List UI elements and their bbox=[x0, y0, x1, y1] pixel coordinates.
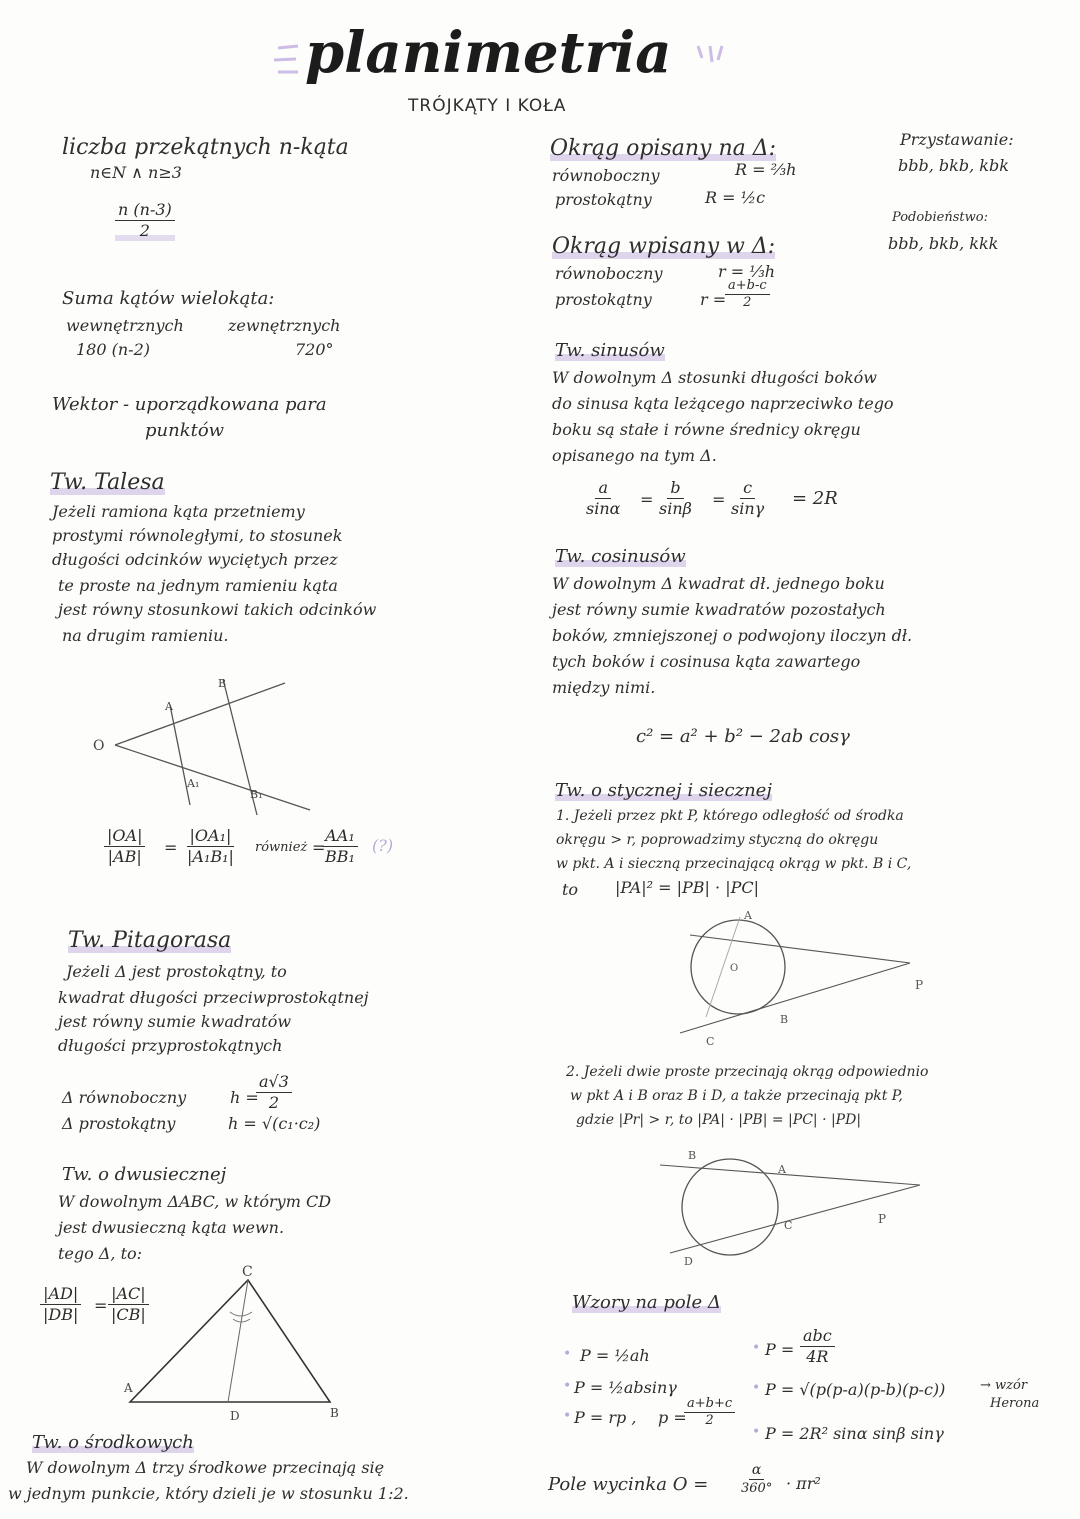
pitagoras-heading: Tw. Pitagorasa bbox=[68, 928, 232, 953]
sines-f2-den: sinβ bbox=[659, 499, 692, 518]
tales-f1-den: |AB| bbox=[107, 847, 142, 866]
diagonals-formula bbox=[115, 200, 175, 241]
sines-heading: Tw. sinusów bbox=[555, 340, 665, 361]
medians-line: W dowolnym Δ trzy środkowe przecinają się bbox=[26, 1458, 385, 1477]
bullet-icon: • bbox=[752, 1380, 761, 1396]
tangent-heading: Tw. o stycznej i siecznej bbox=[555, 780, 772, 801]
sector-den: 360° bbox=[741, 1481, 773, 1496]
sines-fraction-b bbox=[656, 478, 695, 519]
bisector-line: tego Δ, to: bbox=[58, 1244, 143, 1263]
tangent-to: to bbox=[562, 880, 579, 899]
bullet-icon: • bbox=[563, 1378, 572, 1394]
tales-f2-den: |A₁B₁| bbox=[187, 847, 234, 866]
area-formula-5-note2: Herona bbox=[990, 1396, 1040, 1411]
bisector-label-d: D bbox=[230, 1409, 240, 1423]
inscribed-right: prostokątny bbox=[555, 290, 652, 309]
tales-line: na drugim ramieniu. bbox=[62, 626, 229, 645]
secants-label-d: D bbox=[684, 1255, 693, 1268]
area-formula-5-note1: → wzór bbox=[980, 1378, 1028, 1393]
tangent-case2-line: gdzie |Pr| > r, to |PA| · |PB| = |PC| · |PD| bbox=[576, 1112, 862, 1128]
sines-line: boku są stałe i równe średnicy okręgu bbox=[552, 420, 861, 439]
secants-label-a: A bbox=[778, 1163, 786, 1176]
sines-f1-den: sinα bbox=[586, 499, 621, 518]
diagonals-den: 2 bbox=[139, 221, 150, 240]
inscribed-equilateral: równoboczny bbox=[555, 264, 663, 283]
pitagoras-eq-label: Δ równoboczny bbox=[62, 1088, 187, 1107]
area-f4-den: 4R bbox=[806, 1347, 829, 1366]
bullet-icon: • bbox=[752, 1424, 761, 1440]
tales-question: (?) bbox=[372, 836, 394, 855]
circumscribed-right: prostokątny bbox=[555, 190, 652, 209]
tangent-formula: |PA|² = |PB| · |PC| bbox=[615, 878, 759, 897]
bisector-label-a: A bbox=[124, 1381, 133, 1395]
area-f4-num: abc bbox=[800, 1326, 835, 1347]
medians-heading: Tw. o środkowych bbox=[32, 1432, 194, 1453]
congruence-label: Przystawanie: bbox=[900, 130, 1014, 149]
area-formula-6: P = 2R² sinα sinβ sinγ bbox=[765, 1424, 944, 1443]
tales-label-a: A bbox=[165, 700, 173, 713]
inscribed-right-num: a+b-c bbox=[725, 278, 770, 295]
secants-label-c: C bbox=[784, 1219, 793, 1232]
bullet-icon: • bbox=[752, 1340, 761, 1356]
sines-line: do sinusa kąta leżącego naprzeciwko tego bbox=[552, 394, 894, 413]
pitagoras-line: długości przyprostokątnych bbox=[58, 1036, 283, 1055]
bisector-f2-num: |AC| bbox=[108, 1284, 149, 1305]
vector-line2: punktów bbox=[145, 420, 225, 441]
pitagoras-line: Jeżeli Δ jest prostokątny, to bbox=[66, 962, 287, 981]
sines-result: = 2R bbox=[792, 488, 838, 509]
sines-equals: = bbox=[640, 490, 654, 509]
sines-line: W dowolnym Δ stosunki długości boków bbox=[552, 368, 877, 387]
cosines-line: jest równy sumie kwadratów pozostałych bbox=[552, 600, 886, 619]
bisector-diagram bbox=[120, 1262, 360, 1432]
inscribed-eq-formula: r = ⅓h bbox=[718, 262, 776, 281]
page-title: planimetria bbox=[305, 20, 672, 86]
angle-sum-heading: Suma kątów wielokąta: bbox=[62, 288, 275, 309]
cosines-line: boków, zmniejszonej o podwojony iloczyn dł. bbox=[552, 626, 913, 645]
tales-fraction-2 bbox=[184, 826, 237, 867]
tales-line: jest równy stosunkowi takich odcinków bbox=[58, 600, 377, 619]
page-subtitle: TRÓJKĄTY I KOŁA bbox=[408, 96, 567, 116]
bisector-label-c: C bbox=[242, 1264, 253, 1280]
secants-label-p: P bbox=[878, 1212, 887, 1226]
sines-fraction-a bbox=[583, 478, 623, 519]
pitagoras-line: jest równy sumie kwadratów bbox=[58, 1012, 292, 1031]
tangent-label-c: C bbox=[706, 1035, 715, 1048]
tales-line: prostymi równoległymi, to stosunek bbox=[52, 526, 343, 545]
tales-line: długości odcinków wyciętych przez bbox=[52, 550, 338, 569]
bisector-line: jest dwusieczną kąta wewn. bbox=[58, 1218, 285, 1237]
circumscribed-heading: Okrąg opisany na Δ: bbox=[550, 136, 777, 161]
tales-label-o: O bbox=[93, 738, 105, 754]
diagonals-heading: liczba przekątnych n-kąta bbox=[62, 135, 349, 160]
tales-also: również bbox=[255, 840, 308, 855]
sines-line: opisanego na tym Δ. bbox=[552, 446, 717, 465]
tales-fraction-1 bbox=[104, 826, 145, 867]
title-decoration-right bbox=[690, 40, 740, 80]
area-formula-4-fraction bbox=[800, 1326, 835, 1367]
congruence-value: bbb, bkb, kbk bbox=[898, 156, 1009, 175]
inscribed-right-r: r = bbox=[700, 290, 727, 309]
bullet-icon: • bbox=[563, 1346, 572, 1362]
angle-sum-outer-label: zewnętrznych bbox=[228, 316, 341, 335]
inscribed-right-den: 2 bbox=[743, 295, 752, 310]
sines-f2-num: b bbox=[667, 478, 683, 499]
pitagoras-eq-h: h = bbox=[230, 1088, 259, 1107]
tangent-label-p: P bbox=[915, 978, 924, 992]
vector-line1: Wektor - uporządkowana para bbox=[52, 394, 327, 415]
tangent-case2-line: 2. Jeżeli dwie proste przecinają okrąg odpowiednio bbox=[566, 1064, 929, 1080]
pitagoras-eq-den: 2 bbox=[268, 1093, 280, 1112]
tangent-label-b: B bbox=[780, 1013, 789, 1026]
medians-line: w jednym punkcie, który dzieli je w stosunku 1:2. bbox=[8, 1484, 409, 1503]
area-formula-3-fraction bbox=[684, 1396, 735, 1429]
tales-f2-num: |OA₁| bbox=[187, 826, 235, 847]
bisector-line: W dowolnym ΔABC, w którym CD bbox=[58, 1192, 332, 1211]
bisector-label-b: B bbox=[330, 1406, 339, 1420]
bisector-fraction-1 bbox=[40, 1284, 81, 1325]
area-heading: Wzory na pole Δ bbox=[572, 1292, 721, 1313]
tangent-line: 1. Jeżeli przez pkt P, którego odległość od środka bbox=[556, 808, 904, 824]
sines-equals: = bbox=[712, 490, 726, 509]
cosines-line: W dowolnym Δ kwadrat dł. jednego boku bbox=[552, 574, 885, 593]
area-formula-4a: P = bbox=[765, 1340, 795, 1359]
area-formula-2: P = ½absinγ bbox=[574, 1378, 677, 1397]
area-formula-1: P = ½ah bbox=[580, 1346, 650, 1365]
tangent-diagram bbox=[640, 905, 940, 1050]
pitagoras-right-formula: h = √(c₁·c₂) bbox=[228, 1114, 321, 1133]
tangent-line: w pkt. A i sieczną przecinającą okrąg w pkt. B i C, bbox=[556, 856, 912, 872]
pitagoras-eq-num: a√3 bbox=[256, 1072, 292, 1093]
sines-f1-num: a bbox=[595, 478, 611, 499]
diagonals-domain: n∈N ∧ n≥3 bbox=[90, 163, 182, 182]
cosines-heading: Tw. cosinusów bbox=[555, 546, 686, 567]
bullet-icon: • bbox=[563, 1408, 572, 1424]
area-f3-num: a+b+c bbox=[684, 1396, 735, 1413]
sines-fraction-c bbox=[728, 478, 767, 519]
pitagoras-eq-fraction bbox=[256, 1072, 292, 1113]
similarity-label: Podobieństwo: bbox=[892, 210, 988, 225]
pitagoras-line: kwadrat długości przeciwprostokątnej bbox=[58, 988, 369, 1007]
tangent-line: okręgu > r, poprowadzimy styczną do okręgu bbox=[556, 832, 879, 848]
secants-diagram bbox=[650, 1145, 930, 1270]
tales-f3-den: BB₁ bbox=[325, 847, 355, 866]
sector-tail: · πr² bbox=[786, 1474, 821, 1493]
cosines-line: tych boków i cosinusa kąta zawartego bbox=[552, 652, 861, 671]
bisector-f2-den: |CB| bbox=[111, 1305, 146, 1324]
tales-label-b: B bbox=[218, 677, 227, 690]
sector-num: α bbox=[749, 1462, 764, 1480]
angle-sum-inner-label: wewnętrznych bbox=[66, 316, 184, 335]
circumscribed-eq-formula: R = ⅔h bbox=[735, 160, 797, 179]
circumscribed-right-formula: R = ½c bbox=[705, 188, 766, 207]
circumscribed-equilateral: równoboczny bbox=[552, 166, 660, 185]
tales-equals-2: = bbox=[312, 838, 326, 857]
secants-label-b: B bbox=[688, 1149, 697, 1162]
tales-line: Jeżeli ramiona kąta przetniemy bbox=[52, 502, 305, 521]
cosines-line: między nimi. bbox=[552, 678, 656, 697]
diagonals-num: n (n-3) bbox=[115, 200, 175, 221]
area-formula-3a: P = rp , bbox=[574, 1408, 637, 1427]
area-formula-5: P = √(p(p-a)(p-b)(p-c)) bbox=[765, 1380, 946, 1399]
tales-heading: Tw. Talesa bbox=[50, 470, 165, 495]
bisector-f1-den: |DB| bbox=[43, 1305, 79, 1324]
tales-diagram bbox=[85, 665, 325, 825]
bisector-f1-num: |AD| bbox=[40, 1284, 81, 1305]
tangent-label-a: A bbox=[744, 909, 752, 922]
sector-fraction bbox=[738, 1462, 775, 1497]
tangent-case2-line: w pkt A i B oraz B i D, a także przecinają pkt P, bbox=[570, 1088, 903, 1104]
sines-f3-den: sinγ bbox=[731, 499, 765, 518]
tales-equals: = bbox=[164, 838, 178, 857]
inscribed-heading: Okrąg wpisany w Δ: bbox=[552, 234, 776, 259]
sines-f3-num: c bbox=[740, 478, 755, 499]
tales-label-a1: A₁ bbox=[187, 777, 200, 790]
pitagoras-right-label: Δ prostokątny bbox=[62, 1114, 176, 1133]
tangent-label-o: O bbox=[730, 963, 739, 974]
tales-f3-num: AA₁ bbox=[322, 826, 358, 847]
bisector-heading: Tw. o dwusiecznej bbox=[62, 1164, 227, 1185]
tales-f1-num: |OA| bbox=[104, 826, 145, 847]
cosines-formula: c² = a² + b² − 2ab cosγ bbox=[636, 726, 850, 747]
similarity-value: bbb, bkb, kkk bbox=[888, 234, 999, 253]
angle-sum-inner-value: 180 (n-2) bbox=[76, 340, 150, 359]
area-formula-3b: p = bbox=[658, 1408, 687, 1427]
tales-fraction-3 bbox=[322, 826, 358, 867]
sector-label: Pole wycinka O = bbox=[548, 1474, 709, 1495]
angle-sum-outer-value: 720° bbox=[295, 340, 334, 359]
tales-line: te proste na jednym ramieniu kąta bbox=[58, 576, 338, 595]
inscribed-right-fraction bbox=[725, 278, 770, 311]
area-f3-den: 2 bbox=[705, 1413, 714, 1428]
bisector-equals: = bbox=[94, 1296, 108, 1315]
tales-label-b1: B₁ bbox=[250, 788, 263, 801]
